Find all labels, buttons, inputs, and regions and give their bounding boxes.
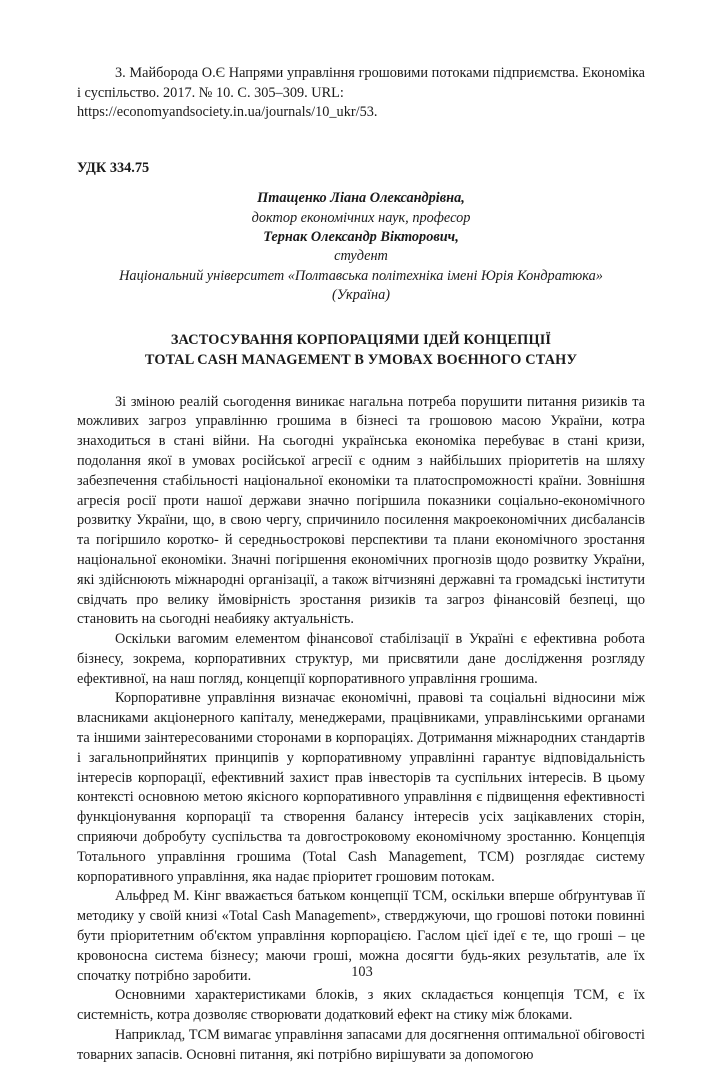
page-content [77, 0, 645, 1066]
body-paragraph-5: Основними характеристиками блоків, з яких складається концепція ТСМ, є їх системність, котра дозволяє створювати додатковий ефект на стику між блоками. [77, 987, 645, 1024]
reference-entry: 3. Майборода О.Є Напрями управління грошовими потоками підприємства. Економіка і суспільство. 2017. № 10. С. 305–309. URL: [77, 65, 645, 101]
page-number: 103 [351, 964, 373, 980]
body-paragraph-1: Зі зміною реалій сьогодення виникає нагальна потреба порушити питання ризиків та можливих загроз управлінню грошима в бізнесі та грошовою масою України, котра знаходиться в стані війни. На сьогодні українська економіка перебуває в стані кризи, подолання якої в умовах російської агресії є одним з найбільших пріоритетів на шляху забезпечення стабільності національної економіки та платоспроможності країни. Зовнішня агресія росії проти нашої держави значно погіршила показники соціально-економічного розвитку України, що, в свою чергу, спричинило посилення макроекономічних дисбалансів та погіршило коротко- й середньострокові перспективи та плани економічного зростання національної економіки. Значні погіршення економічних прогнозів щодо розвитку України, які здійснюють міжнародні організації, а також вітчизняні державні та громадські інститути свідчать про велику ймовірність зростання ризиків та загроз фінансовій безпеці, що становить на сьогодні неабияку актуальність. [77, 393, 645, 628]
body-paragraph-2: Оскільки вагомим елементом фінансової стабілізації в Україні є ефективна робота бізнесу, зокрема, корпоративних структур, ми присвятили дане дослідження розгляду ефективної, на наш погляд, концепції корпоративного управління грошима. [77, 631, 645, 687]
author-role-2: студент [334, 248, 388, 265]
body-paragraph-6: Наприклад, ТСМ вимагає управління запасами для досягнення оптимальної обіговості товарних запасів. Основні питання, які потрібно вирішувати за допомогою [77, 1027, 645, 1063]
article-title-line-1: ЗАСТОСУВАННЯ КОРПОРАЦІЯМИ ІДЕЙ КОНЦЕПЦІЇ [170, 332, 552, 349]
author-name-2: Тернак Олександр Вікторович, [263, 228, 459, 245]
author-country: (Україна) [332, 286, 390, 303]
article-title-line-2: TOTAL CASH MANAGEMENT В УМОВАХ ВОЄННОГО СТАНУ [144, 351, 578, 368]
body-paragraph-3: Корпоративне управління визначає економічні, правові та соціальні відносини між власниками акціонерного капіталу, менеджерами, працівниками, управлінськими органами та іншими заінтересованими сторонами в корпораціях. Дотримання міжнародних стандартів і загальноприйнятих принципів у корпоративному управлінні гарантує відповідальність інтересів корпорації, ефективний захист прав інвесторів та суспільних інтересів. В цьому контексті основною метою якісного корпоративного управління є підвищення ефективності функціонування корпорації та створення балансу інтересів усіх зацікавлених сторін, сприяючи добробуту суспільства та довгостроковому економічному зростанню. Концепція Тотального управління грошима (Total Cash Management, ТСМ) розглядає систему корпоративного управління, яка надає пріоритет грошовим потокам. [77, 690, 645, 885]
reference-block [77, 64, 645, 123]
author-block [77, 189, 645, 305]
udc-code: УДК 334.75 [77, 159, 150, 176]
author-name-1: Птащенко Ліана Олександрівна, [257, 190, 465, 207]
author-role-1: доктор економічних наук, професор [251, 209, 471, 226]
author-affiliation: Національний університет «Полтавська політехніка імені Юрія Кондратюка» [119, 267, 603, 284]
reference-url: https://economyandsociety.in.ua/journals/10_ukr/53. [77, 104, 378, 121]
body-paragraph-4: Альфред М. Кінг вважається батьком концепції ТСМ, оскільки вперше обґрунтував її методику у своїй книзі «Total Cash Management», стверджуючи, що грошові потоки повинні бути пріоритетним об'єктом управління корпорацією. Гаслом цієї ідеї є те, що гроші – це кровоносна система бізнесу; маючи гроші, можна досягти будь-яких результатів, але їх спочатку потрібно заробити. [77, 888, 645, 984]
article-title [77, 331, 645, 370]
